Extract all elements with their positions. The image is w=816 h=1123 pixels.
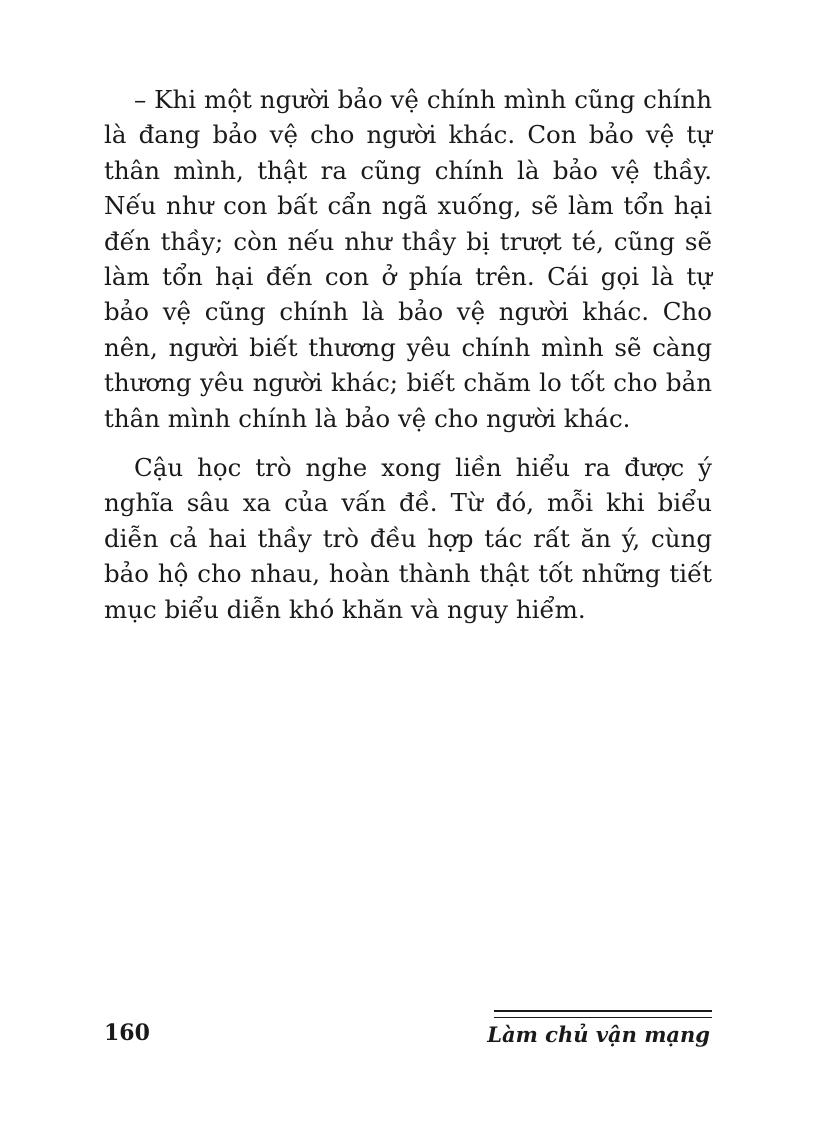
page-footer <box>104 1008 712 1048</box>
footer-rule-thin <box>494 1017 712 1018</box>
paragraph-conclusion: Cậu học trò nghe xong liền hiểu ra được ý nghĩa sâu xa của vấn đề. Từ đó, mỗi khi biểu diễn cả hai thầy trò đều hợp tác rất ăn ý, cùng bảo hộ cho nhau, hoàn thành thật tốt những tiết mục biểu diễn khó khăn và nguy hiểm. <box>104 453 712 624</box>
page-number: 160 <box>104 1020 150 1046</box>
page-body <box>104 82 712 627</box>
paragraph-dialogue: – Khi một người bảo vệ chính mình cũng chính là đang bảo vệ cho người khác. Con bảo vệ tự thân mình, thật ra cũng chính là bảo vệ thầy. Nếu như con bất cẩn ngã xuống, sẽ làm tổn hại đến thầy; còn nếu như thầy bị trượt té, cũng sẽ làm tổn hại đến con ở phía trên. Cái gọi là tự bảo vệ cũng chính là bảo vệ người khác. Cho nên, người biết thương yêu chính mình sẽ càng thương yêu người khác; biết chăm lo tốt cho bản thân mình chính là bảo vệ cho người khác. <box>104 85 712 433</box>
running-title: Làm chủ vận mạng <box>487 1022 710 1047</box>
footer-rule-thick <box>494 1010 712 1012</box>
